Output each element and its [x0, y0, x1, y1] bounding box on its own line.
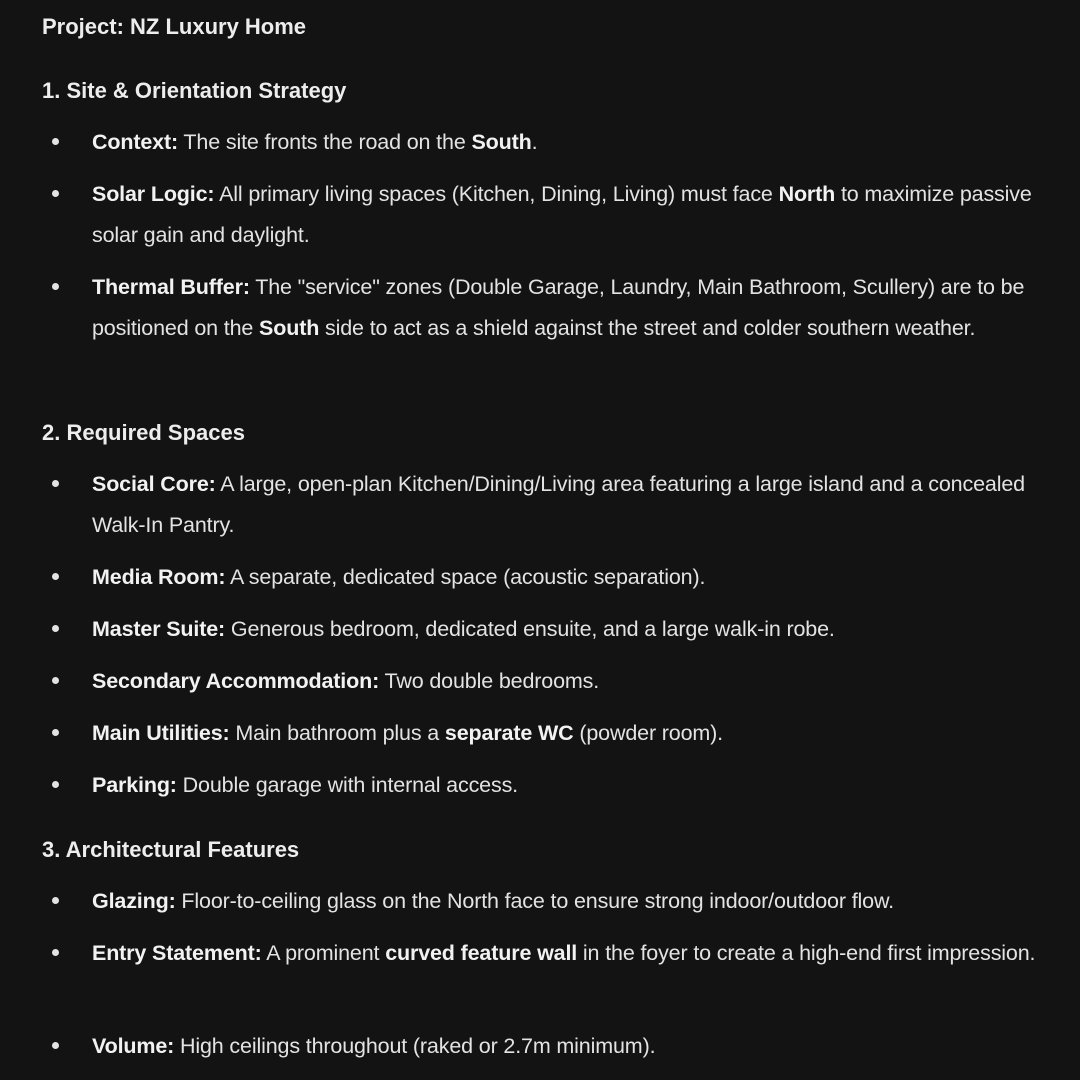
- section-heading-required-spaces: 2. Required Spaces: [42, 420, 245, 445]
- bullet-icon: [52, 283, 59, 290]
- bullet-icon: [52, 781, 59, 788]
- list-item-text: Solar Logic: All primary living spaces (Kitchen, Dining, Living) must face North to maximize passive solar gain and daylight.: [92, 182, 1032, 247]
- list-item-text: Secondary Accommodation: Two double bedrooms.: [92, 669, 600, 693]
- bullet-icon: [52, 729, 59, 736]
- list-item-text: Social Core: A large, open-plan Kitchen/Dining/Living area featuring a large island and a concealed Walk-In Pantry.: [92, 472, 1025, 537]
- section-heading-site-orientation: 1. Site & Orientation Strategy: [42, 78, 347, 103]
- list-item-text: Master Suite: Generous bedroom, dedicated ensuite, and a large walk-in robe.: [92, 617, 835, 641]
- list-item-text: Glazing: Floor-to-ceiling glass on the North face to ensure strong indoor/outdoor flow.: [92, 889, 894, 913]
- bullet-icon: [52, 573, 59, 580]
- list-item-text: Parking: Double garage with internal access.: [92, 773, 519, 797]
- section-heading-architectural-features: 3. Architectural Features: [42, 837, 300, 862]
- bullet-icon: [52, 1042, 59, 1049]
- bullet-icon: [52, 897, 59, 904]
- bullet-icon: [52, 480, 59, 487]
- list-item-text: Main Utilities: Main bathroom plus a separate WC (powder room).: [92, 721, 724, 745]
- list-item-text: Thermal Buffer: The "service" zones (Double Garage, Laundry, Main Bathroom, Scullery) are to be positioned on the South side to act as a shield against the street and colder southern weather.: [92, 275, 1025, 340]
- list-item-text: Media Room: A separate, dedicated space (acoustic separation).: [92, 565, 706, 589]
- bullet-icon: [52, 677, 59, 684]
- list-item-text: Context: The site fronts the road on the South.: [92, 130, 538, 154]
- bullet-icon: [52, 949, 59, 956]
- bullet-icon: [52, 625, 59, 632]
- bullet-icon: [52, 190, 59, 197]
- project-title: Project: NZ Luxury Home: [42, 14, 307, 39]
- list-item-text: Entry Statement: A prominent curved feature wall in the foyer to create a high-end first impression.: [92, 941, 1036, 965]
- bullet-icon: [52, 138, 59, 145]
- list-item-text: Volume: High ceilings throughout (raked or 2.7m minimum).: [92, 1034, 656, 1058]
